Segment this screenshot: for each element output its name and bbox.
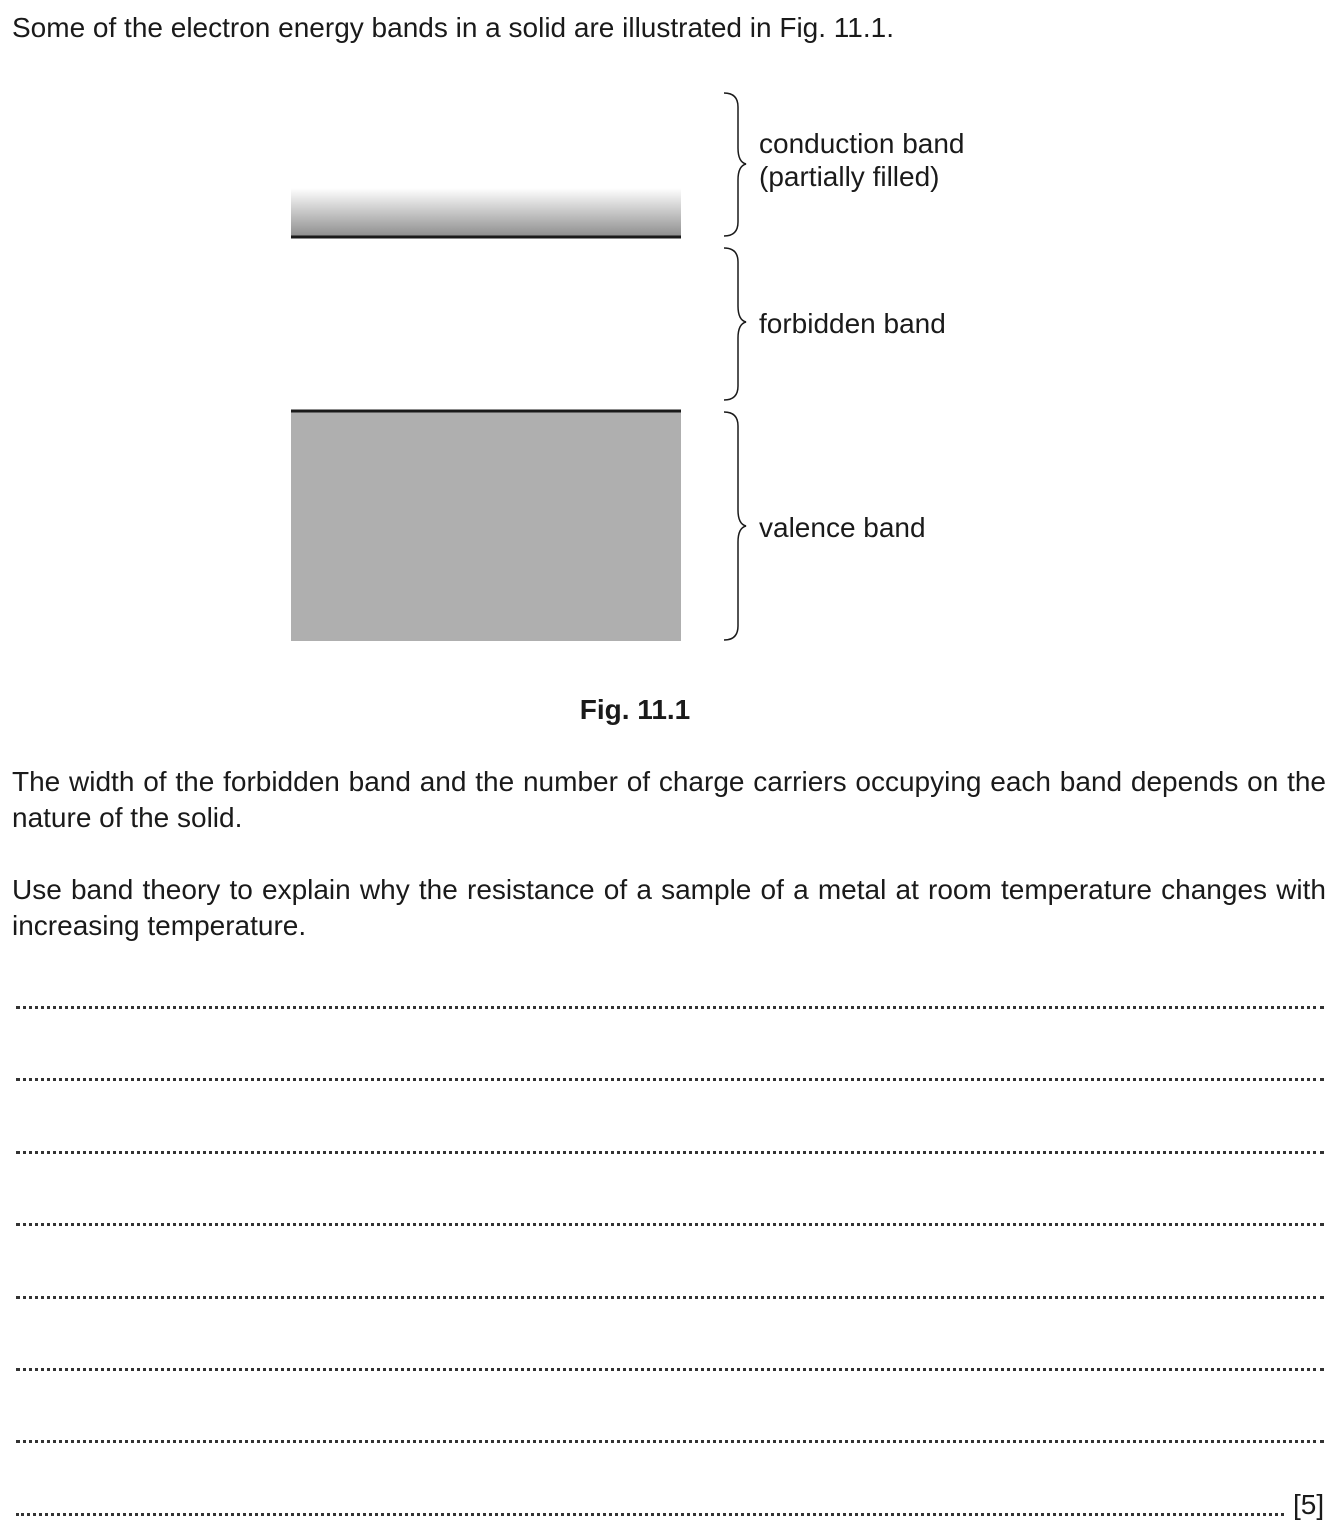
valence-brace [724,412,746,640]
intro-text: Some of the electron energy bands in a solid are illustrated in Fig. 11.1. [12,12,894,43]
conduction-brace [724,93,746,236]
valence-band-fill [291,411,681,641]
answer-line[interactable] [16,1151,1324,1154]
answer-line[interactable] [16,1513,1284,1516]
answer-line[interactable] [16,1223,1324,1226]
conduction-band-label: conduction band [759,128,965,159]
paragraph-band-width: The width of the forbidden band and the number of charge carriers occupying each band depends on the nature of the solid. [12,766,1326,833]
figure-caption: Fig. 11.1 [579,694,691,725]
answer-line[interactable] [16,1368,1324,1371]
marks-label: [5] [1293,1489,1325,1520]
answer-line[interactable] [16,1296,1324,1299]
conduction-band-fill [291,188,681,236]
conduction-band-sublabel: (partially filled) [759,161,940,192]
forbidden-brace [724,248,746,400]
energy-band-diagram [0,0,1343,700]
forbidden-band-label: forbidden band [759,308,946,339]
answer-line[interactable] [16,1440,1324,1443]
valence-band-label: valence band [759,512,926,543]
answer-line[interactable] [16,1006,1324,1009]
answer-line[interactable] [16,1078,1324,1081]
question-text: Use band theory to explain why the resistance of a sample of a metal at room temperature changes with increasing temperature. [12,874,1326,941]
